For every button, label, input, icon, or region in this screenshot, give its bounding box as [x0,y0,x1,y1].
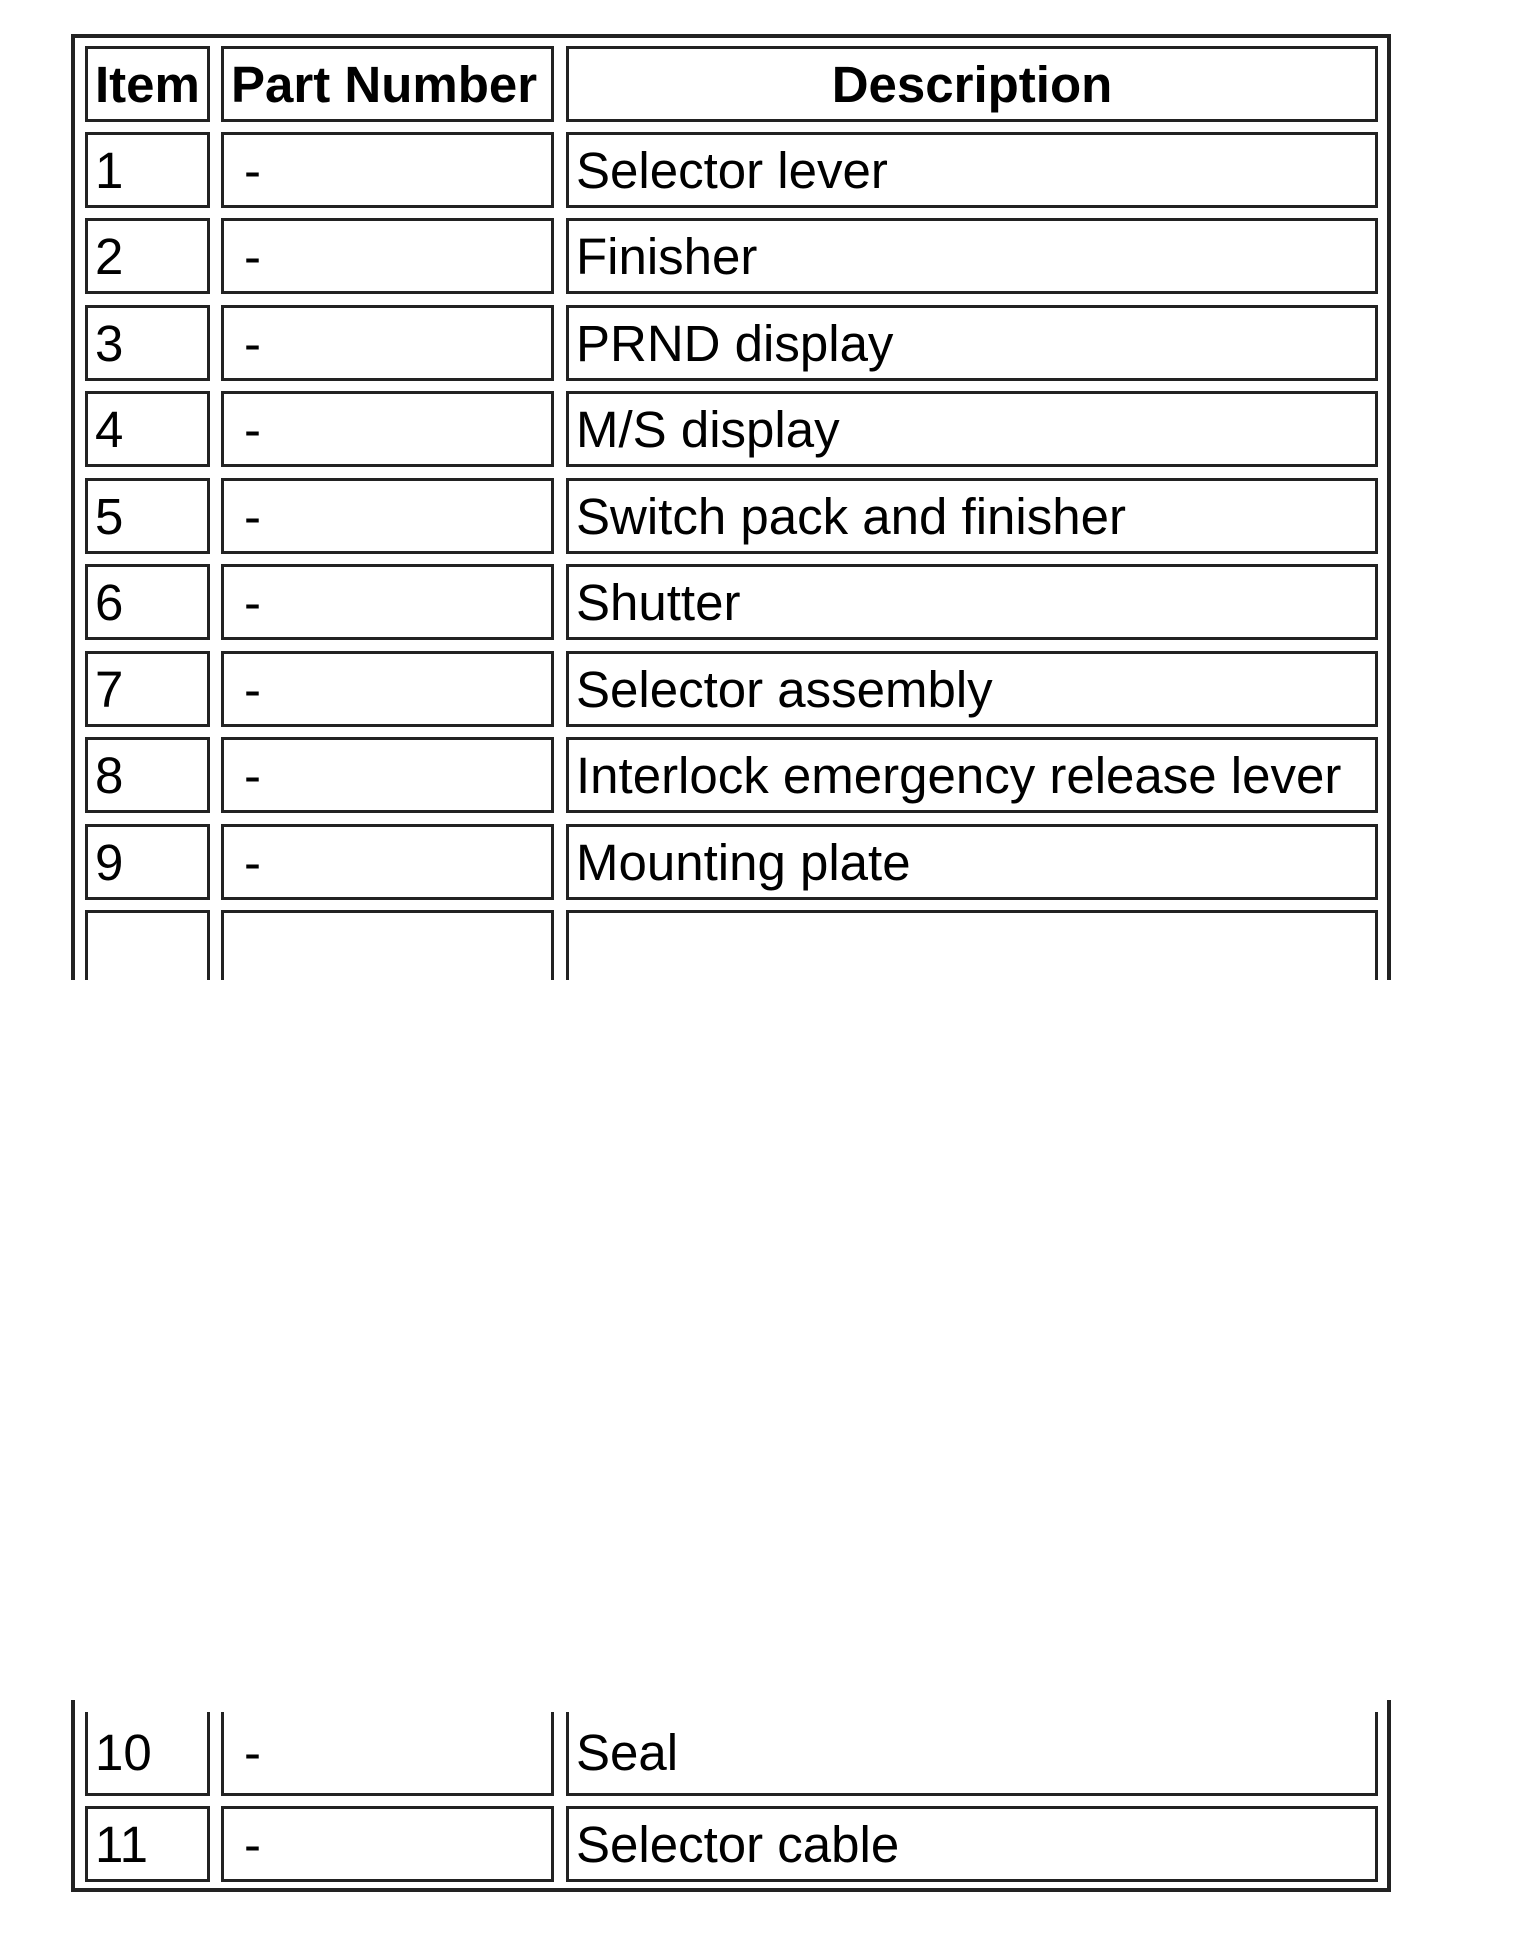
row-2-part-number: - [221,218,554,294]
row-6-item: 6 [85,564,210,640]
empty-cell [221,910,554,980]
row-7-item: 7 [85,651,210,727]
row-10-item: 10 [85,1712,210,1796]
header-description: Description [566,46,1378,122]
row-1-item: 1 [85,132,210,208]
row-6-part-number: - [221,564,554,640]
row-5-part-number: - [221,478,554,554]
row-11-description: Selector cable [566,1806,1378,1882]
row-9-item: 9 [85,824,210,900]
empty-cell [566,910,1378,980]
header-part-number: Part Number [221,46,554,122]
row-11-item: 11 [85,1806,210,1882]
row-6-description: Shutter [566,564,1378,640]
row-2-description: Finisher [566,218,1378,294]
row-9-description: Mounting plate [566,824,1378,900]
row-3-part-number: - [221,305,554,381]
row-11-part-number: - [221,1806,554,1882]
empty-cell [85,910,210,980]
row-8-item: 8 [85,737,210,813]
row-1-description: Selector lever [566,132,1378,208]
row-7-description: Selector assembly [566,651,1378,727]
row-4-item: 4 [85,391,210,467]
row-8-description: Interlock emergency release lever [566,737,1378,813]
row-1-part-number: - [221,132,554,208]
row-10-part-number: - [221,1712,554,1796]
row-2-item: 2 [85,218,210,294]
row-3-description: PRND display [566,305,1378,381]
row-3-item: 3 [85,305,210,381]
row-5-item: 5 [85,478,210,554]
row-7-part-number: - [221,651,554,727]
row-4-part-number: - [221,391,554,467]
row-8-part-number: - [221,737,554,813]
row-9-part-number: - [221,824,554,900]
row-4-description: M/S display [566,391,1378,467]
row-10-description: Seal [566,1712,1378,1796]
header-item: Item [85,46,210,122]
row-5-description: Switch pack and finisher [566,478,1378,554]
